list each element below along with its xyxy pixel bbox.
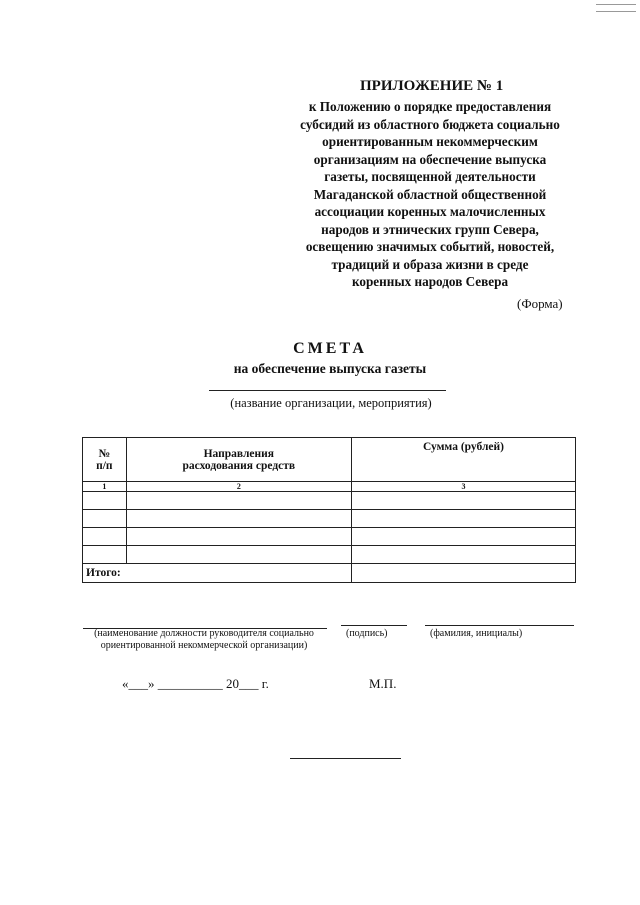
annex-line: субсидий из областного бюджета социально	[300, 116, 560, 132]
header-number	[83, 438, 127, 482]
table-row	[83, 510, 576, 528]
table-row	[83, 492, 576, 510]
header-direction	[126, 438, 351, 482]
column-number-row	[83, 482, 576, 492]
header-sum: Сумма (рублей)	[351, 438, 575, 482]
annex-line: Магаданской областной общественной	[313, 186, 547, 202]
estimate-subtitle: на обеспечение выпуска газеты	[233, 361, 427, 376]
position-caption	[82, 628, 326, 652]
total-row	[83, 564, 576, 583]
date-line: «___» __________ 20___ г.	[122, 676, 269, 691]
table-cell[interactable]	[351, 510, 575, 528]
header-direction-line: расходования средств	[182, 459, 296, 472]
table-cell[interactable]	[126, 546, 351, 564]
total-value-cell[interactable]	[351, 564, 575, 583]
annex-line: газеты, посвященной деятельности	[324, 169, 536, 184]
header-number-line: №	[98, 447, 111, 460]
column-number: 3	[351, 482, 575, 492]
position-caption-line: ориентированной некоммерческой организации)	[100, 640, 308, 651]
organization-name-caption: (название организации, мероприятия)	[230, 396, 432, 410]
table-header-row	[83, 438, 576, 482]
annex-line: коренных народов Севера	[351, 274, 509, 289]
table-cell[interactable]	[83, 510, 127, 528]
annex-line: ассоциации коренных малочисленных	[314, 204, 546, 219]
header-number-line: п/п	[96, 459, 113, 472]
annex-description	[280, 98, 580, 291]
table-cell[interactable]	[83, 528, 127, 546]
column-number: 2	[126, 482, 351, 492]
header-direction-line: Направления	[203, 447, 275, 460]
table-cell[interactable]	[351, 546, 575, 564]
total-label: Итого:	[83, 564, 352, 583]
table-cell[interactable]	[351, 492, 575, 510]
annex-line: к Положению о порядке предоставления	[308, 99, 552, 114]
signature-line[interactable]	[341, 625, 407, 626]
table-cell[interactable]	[126, 492, 351, 510]
annex-title: ПРИЛОЖЕНИЕ № 1	[360, 78, 504, 94]
form-label: (Форма)	[517, 296, 563, 311]
table-row	[83, 546, 576, 564]
bottom-line	[290, 758, 401, 759]
table-cell[interactable]	[83, 492, 127, 510]
annex-line: ориентированным некоммерческим	[322, 134, 538, 149]
estimate-table	[82, 437, 576, 583]
table-cell[interactable]	[126, 510, 351, 528]
annex-line: народов и этнических групп Севера,	[321, 221, 539, 237]
stamp-place-label: М.П.	[369, 676, 397, 691]
name-line[interactable]	[425, 625, 574, 626]
page-corner-mark	[596, 4, 636, 12]
organization-name-line[interactable]	[209, 390, 446, 391]
annex-line: освещению значимых событий, новостей,	[305, 239, 555, 254]
table-row	[83, 528, 576, 546]
signature-caption: (подпись)	[346, 628, 388, 639]
position-caption-line: (наименование должности руководителя социально	[94, 628, 314, 639]
table-cell[interactable]	[351, 528, 575, 546]
name-caption: (фамилия, инициалы)	[430, 628, 523, 639]
table-cell[interactable]	[126, 528, 351, 546]
column-number: 1	[83, 482, 127, 492]
table-cell[interactable]	[83, 546, 127, 564]
estimate-title: СМЕТА	[293, 340, 367, 357]
annex-line: организациям на обеспечение выпуска	[313, 151, 547, 167]
annex-line: традиций и образа жизни в среде	[331, 256, 529, 272]
